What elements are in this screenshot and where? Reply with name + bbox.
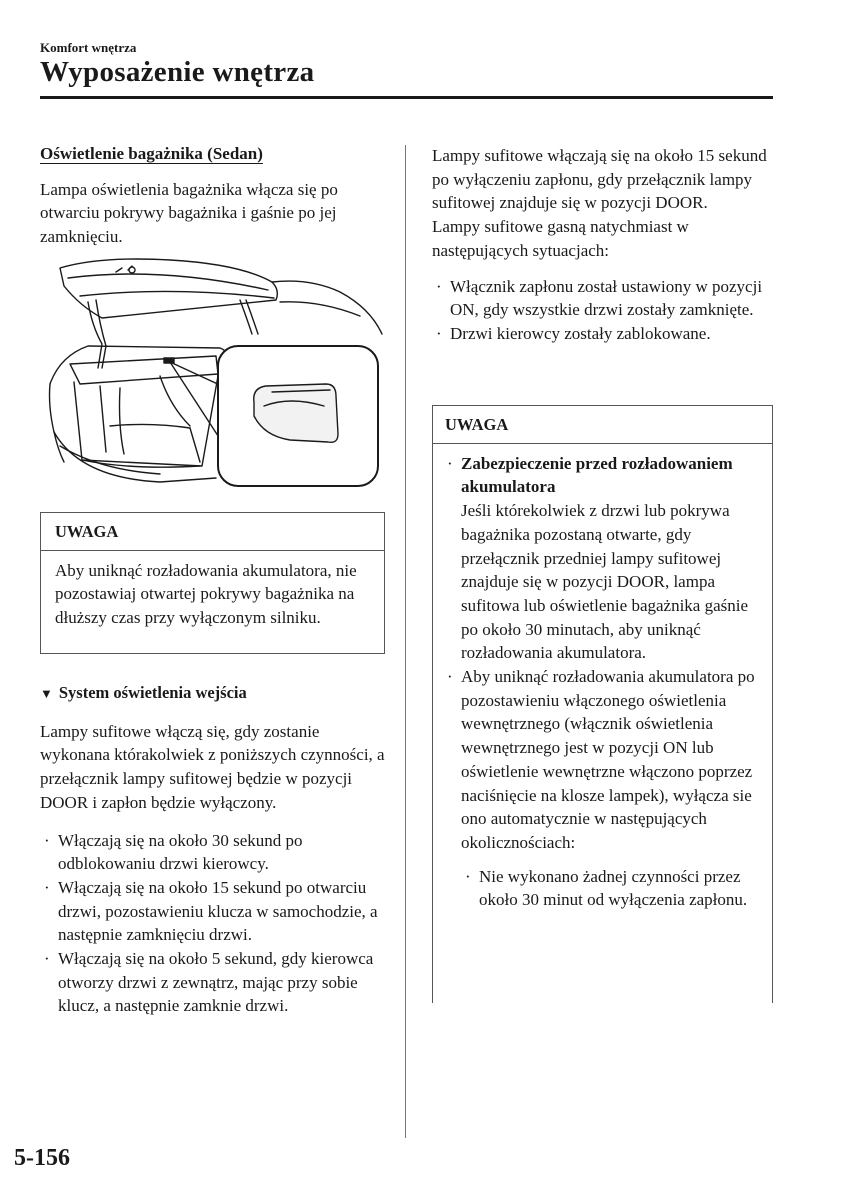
bullet-icon: ·: [436, 323, 442, 343]
note-heading: UWAGA: [433, 406, 772, 444]
list-item: · Włączają się na około 5 sekund, gdy kierowca otworzy drzwi z zewnątrz, mając przy sobie klucz, a następnie zamknie drzwi.: [44, 949, 374, 1016]
ceiling-lamp-paragraph: Lampy sufitowe włączają się na około 15 sekund po wyłączeniu zapłonu, gdy przełącznik lampy sufitowej znajduje się w pozycji DOOR.: [432, 146, 767, 213]
bullet-icon: ·: [44, 830, 50, 850]
right-column-top: [432, 144, 772, 346]
subsection-heading: Oświetlenie bagażnika (Sedan): [40, 144, 263, 163]
page-title: Wyposażenie wnętrza: [40, 56, 315, 88]
section-heading-text: System oświetlenia wejścia: [58, 683, 247, 702]
entry-light-section: [40, 681, 385, 1018]
note-item-body: Aby uniknąć rozładowania akumulatora po pozostawieniu włączonego oświetlenia wewnętrznego (włącznik oświetlenia wewnętrznego jest w pozycji ON lub oświetlenie wewnętrzne włączono poprzez naciśnięcie na klosze lampek), wyłącza sie ono automatycznie w następujących okolicznościach:: [461, 667, 755, 852]
note-item-title: Zabezpieczenie przed rozładowaniem akumulatora: [461, 453, 733, 497]
entry-light-list: [40, 829, 385, 1019]
title-rule: [40, 96, 773, 99]
trunk-illustration: [40, 256, 385, 491]
note-box-battery: [432, 405, 773, 1003]
triangle-down-icon: ▼: [40, 686, 53, 701]
ceiling-lamp-off-intro: Lampy sufitowe gasną natychmiast w następujących sytuacjach:: [432, 217, 689, 260]
bullet-icon: ·: [436, 276, 442, 296]
section-heading-entry-light: [40, 681, 385, 706]
note-list: [443, 452, 762, 855]
note-item-body: Jeśli którekolwiek z drzwi lub pokrywa bagażnika pozostaną otwarte, gdy przełącznik przedniej lampy sufitowej znajduje się w pozycji DOOR, lampa sufitowa lub oświetlenie bagażnika gaśnie po około 30 minutach, aby uniknąć rozładowania akumulatora.: [461, 501, 749, 663]
list-item: · Nie wykonano żadnej czynności przez około 30 minut od wyłączenia zapłonu.: [465, 866, 748, 910]
note-heading: UWAGA: [41, 513, 384, 551]
note-body: Aby uniknąć rozładowania akumulatora, nie pozostawiaj otwartej pokrywy bagażnika na dłuższy czas przy wyłączonym silniku.: [55, 560, 357, 628]
note-body: [433, 444, 772, 912]
list-item: · Włącznik zapłonu został ustawiony w pozycji ON, gdy wszystkie drzwi zostały zamknięte.: [436, 276, 763, 320]
trunk-light-intro: Lampa oświetlenia bagażnika włącza się po otwarciu pokrywy bagażnika i gaśnie po jej zamknięciu.: [40, 179, 338, 247]
bullet-icon: ·: [44, 949, 50, 969]
list-item: · Drzwi kierowcy zostały zablokowane.: [432, 322, 772, 346]
ceiling-lamp-off-list: [432, 275, 772, 346]
page-number: 5-156: [14, 1145, 70, 1171]
bullet-icon: ·: [447, 453, 453, 473]
bullet-icon: ·: [465, 866, 471, 886]
column-divider: [405, 145, 406, 1138]
left-column-top: [40, 142, 385, 249]
entry-light-intro: Lampy sufitowe włączą się, gdy zostanie wykonana którakolwiek z poniższych czynności, a przełącznik lampy sufitowej będzie w pozycji DOOR i zapłon będzie wyłączony.: [40, 721, 385, 812]
section-label: Komfort wnętrza: [40, 40, 137, 55]
note-box-trunk: [40, 512, 385, 654]
bullet-icon: ·: [447, 667, 453, 687]
list-item: · Włączają się na około 15 sekund po otwarciu drzwi, pozostawieniu klucza w samochodzie, a następnie zamknięciu drzwi.: [44, 877, 378, 945]
note-sub-list: [461, 865, 762, 912]
list-item: [443, 452, 762, 665]
list-item: · Włączają się na około 30 sekund po odblokowaniu drzwi kierowcy.: [44, 830, 303, 874]
bullet-icon: ·: [44, 877, 50, 897]
list-item: [443, 665, 762, 855]
